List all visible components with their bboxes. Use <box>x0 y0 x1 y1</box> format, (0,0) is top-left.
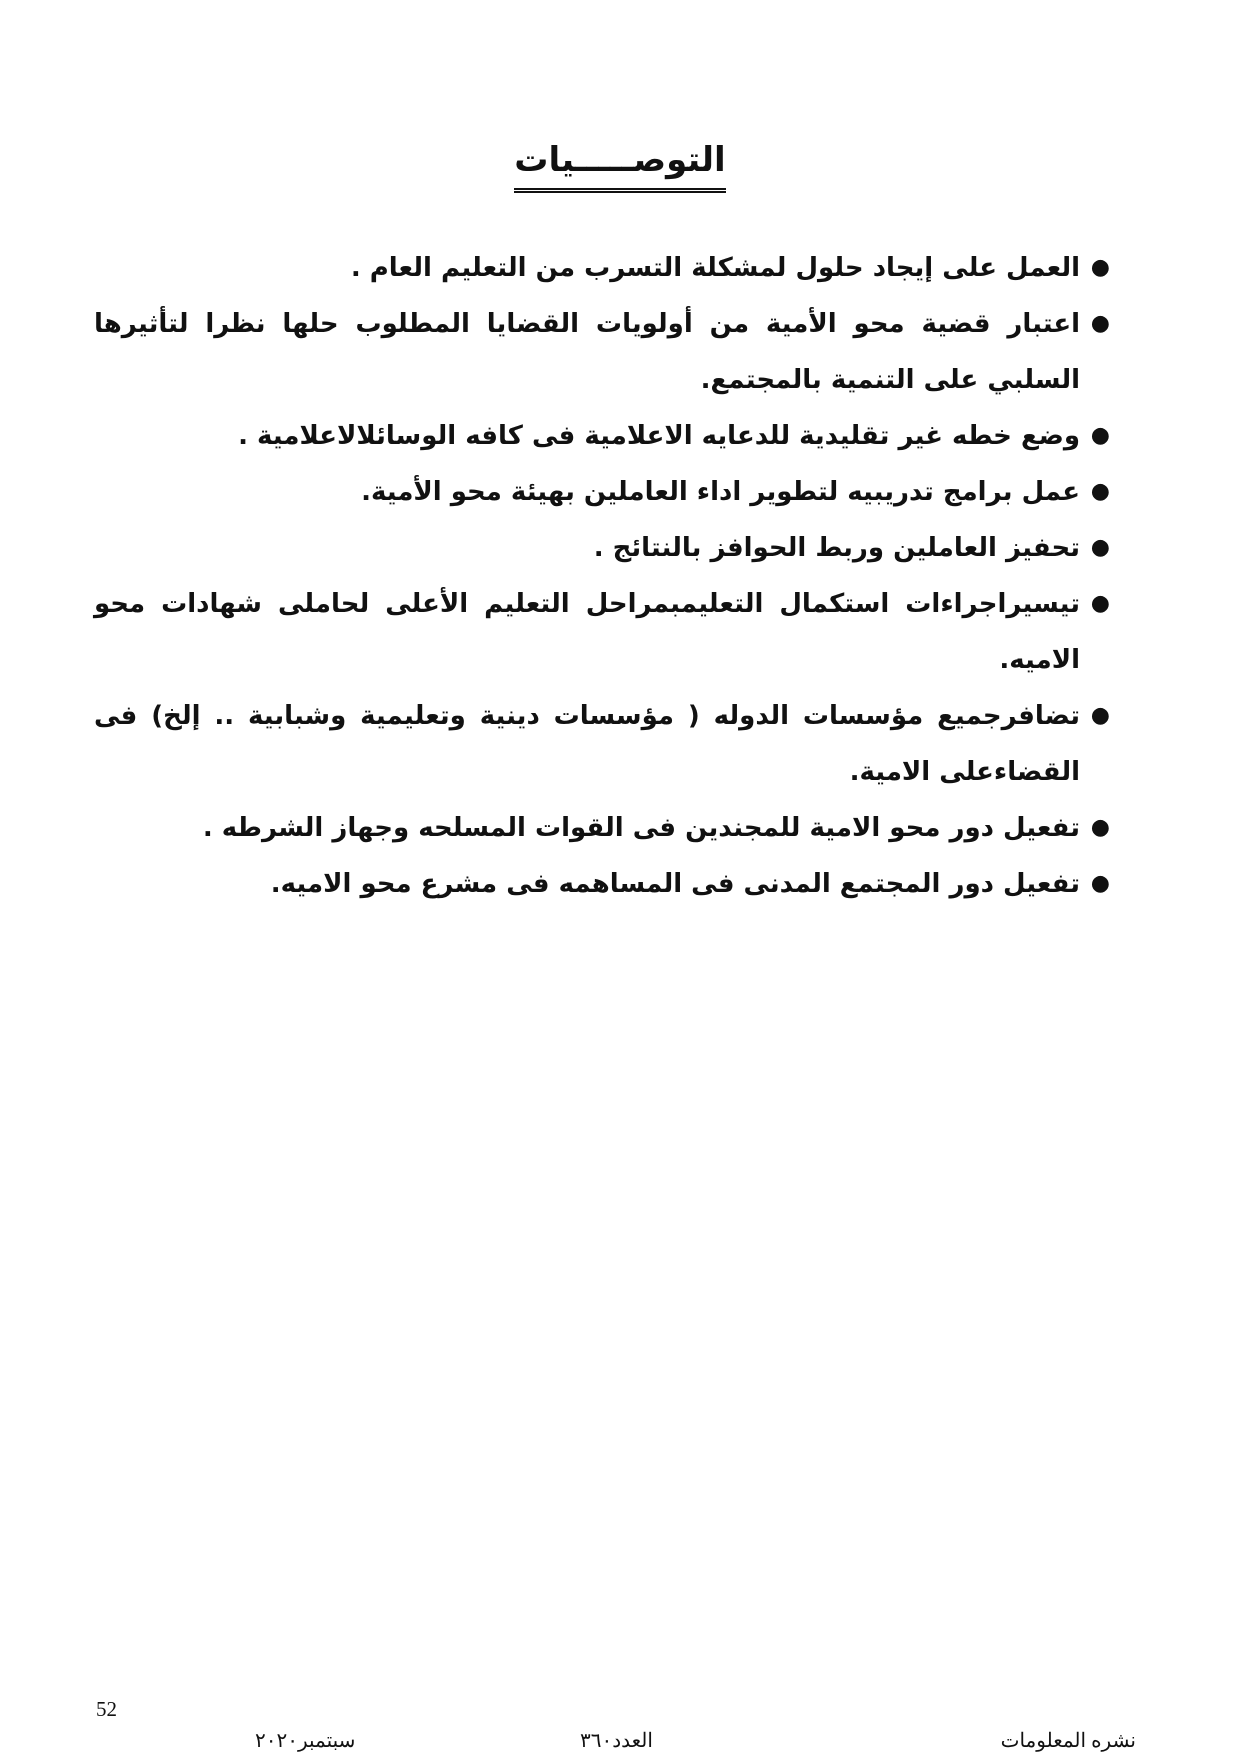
recommendation-item <box>94 576 1114 688</box>
footer-date: سبتمبر٢٠٢٠ <box>255 1730 356 1752</box>
recommendation-text: تيسيراجراءات استكمال التعليمبمراحل التعليم الأعلى لحاملى شهادات محو الاميه. <box>94 589 1080 675</box>
page-number: 52 <box>96 1697 117 1721</box>
recommendation-item <box>94 800 1114 856</box>
recommendation-item <box>94 240 1114 296</box>
recommendation-text: العمل على إيجاد حلول لمشكلة التسرب من التعليم العام . <box>350 253 1080 283</box>
bullet-icon: ● <box>1090 871 1110 896</box>
bullet-icon: ● <box>1090 815 1110 840</box>
recommendation-item <box>94 296 1114 408</box>
recommendation-item <box>94 408 1114 464</box>
bullet-icon: ● <box>1090 703 1110 728</box>
recommendation-text: تفعيل دور محو الامية للمجندين فى القوات المسلحه وجهاز الشرطه . <box>202 813 1080 843</box>
recommendation-text: تفعيل دور المجتمع المدنى فى المساهمه فى مشرع محو الاميه. <box>270 869 1080 899</box>
recommendation-item <box>94 688 1114 800</box>
bullet-icon: ● <box>1090 535 1110 560</box>
recommendation-text: تحفيز العاملين وربط الحوافز بالنتائج . <box>593 533 1080 563</box>
recommendation-item <box>94 464 1114 520</box>
footer-issue: العدد٣٦٠ <box>580 1730 653 1752</box>
bullet-icon: ● <box>1090 311 1110 336</box>
page-title: التوصـــــيات <box>514 138 725 193</box>
title-container <box>0 138 1240 193</box>
footer-publication: نشره المعلومات <box>1000 1730 1136 1752</box>
bullet-icon: ● <box>1090 479 1110 504</box>
bullet-icon: ● <box>1090 423 1110 448</box>
recommendation-text: اعتبار قضية محو الأمية من أولويات القضايا المطلوب حلها نظرا لتأثيرها السلبي على التنمية بالمجتمع. <box>94 309 1080 395</box>
recommendation-text: عمل برامج تدريبيه لتطوير اداء العاملين بهيئة محو الأمية. <box>361 477 1080 507</box>
recommendation-item <box>94 856 1114 912</box>
recommendation-text: تضافرجميع مؤسسات الدوله ( مؤسسات دينية وتعليمية وشبابية .. إلخ) فى القضاءعلى الامية. <box>94 701 1080 787</box>
recommendation-text: وضع خطه غير تقليدية للدعايه الاعلامية فى كافه الوسائلالاعلامية . <box>238 421 1080 451</box>
bullet-icon: ● <box>1090 591 1110 616</box>
recommendations-list <box>94 240 1114 912</box>
bullet-icon: ● <box>1090 255 1110 280</box>
recommendation-item <box>94 520 1114 576</box>
